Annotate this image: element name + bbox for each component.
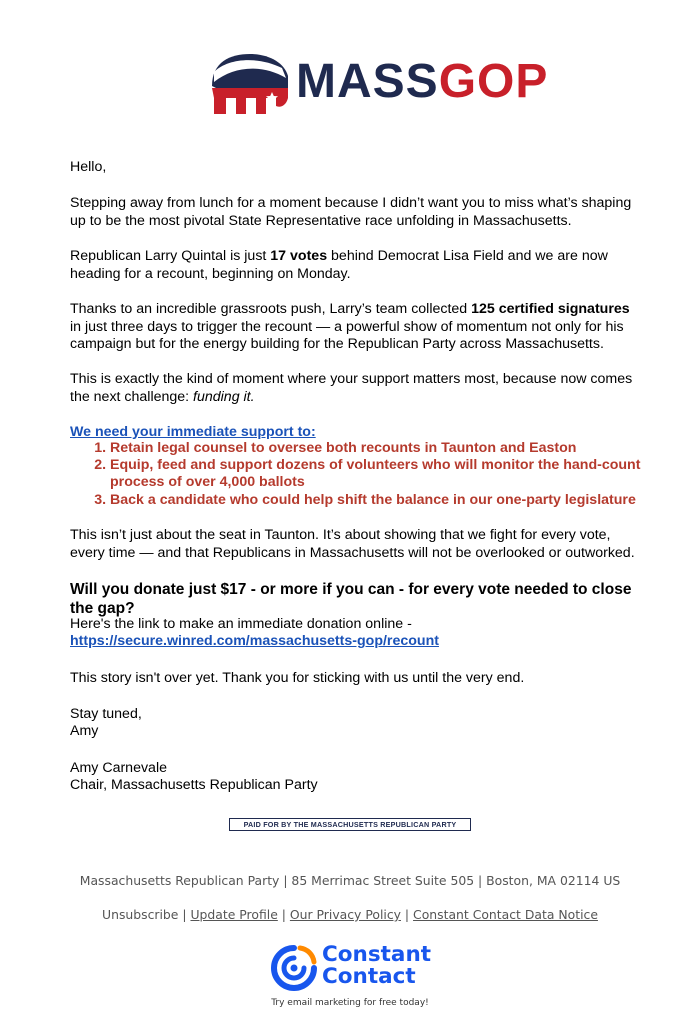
greeting: Hello, [70, 159, 107, 175]
massgop-wordmark: MASSGOP [296, 55, 549, 108]
closing-paragraph: This story isn't over yet. Thank you for sticking with us until the very end. [70, 670, 525, 686]
update-profile-link[interactable]: Update Profile [190, 907, 278, 922]
list-item: 1. Retain legal counsel to oversee both recounts in Taunton and Easton [110, 440, 650, 457]
donation-link-line [70, 633, 640, 651]
signoff-name: Amy [70, 723, 99, 739]
footer-links: Unsubscribe | Update Profile | Our Privacy Policy | Constant Contact Data Notice [102, 907, 598, 922]
challenge-paragraph: This is exactly the kind of moment where your support matters most, because now comes the next challenge: funding it. [70, 371, 633, 405]
list-item: 3. Back a candidate who could help shift the balance in our one-party legislature [110, 492, 650, 509]
intro-paragraph: Stepping away from lunch for a moment because I didn’t want you to miss what’s shaping up to be the most pivotal State Representative race unfolding in Massachusetts. [70, 195, 632, 229]
constant-contact-icon [270, 944, 318, 992]
vote-gap-paragraph: Republican Larry Quintal is just 17 votes behind Democrat Lisa Field and we are now heading for a recount, beginning on Monday. [70, 248, 608, 282]
data-notice-link[interactable]: Constant Contact Data Notice [413, 907, 598, 922]
donate-link[interactable]: https://secure.winred.com/massachusetts-gop/recount [70, 633, 439, 649]
constant-contact-tagline[interactable]: Try email marketing for free today! [271, 998, 429, 1008]
constant-contact-wordmark: Constant Contact [322, 942, 432, 989]
unsubscribe-link[interactable]: Unsubscribe [102, 907, 179, 922]
constant-contact-logo[interactable] [270, 944, 440, 994]
signatures-paragraph: Thanks to an incredible grassroots push, Larry’s team collected 125 certified signatures in just three days to trigger the recount — a powerful show of momentum not only for his campaign but for the energy building for the Republican Party across Massachusetts. [70, 301, 630, 352]
paid-for-disclaimer: PAID FOR BY THE MASSACHUSETTS REPUBLICAN PARTY [229, 818, 471, 831]
signoff: Stay tuned, [70, 706, 142, 722]
elephant-logo-icon [208, 48, 292, 118]
support-list [94, 440, 650, 509]
signer-title: Chair, Massachusetts Republican Party [70, 777, 318, 793]
list-item: 2. Equip, feed and support dozens of volunteers who will monitor the hand-count process of over 4,000 ballots [110, 457, 650, 491]
seat-paragraph: This isn’t just about the seat in Taunton. It’s about showing that we fight for every vote, every time — and that Republicans in Massachusetts will not be overlooked or outworked. [70, 527, 635, 561]
donation-question: Will you donate just $17 - or more if you can - for every vote needed to close the gap? [70, 581, 632, 617]
footer-address: Massachusetts Republican Party | 85 Merrimac Street Suite 505 | Boston, MA 02114 US [79, 873, 621, 888]
link-intro: Here's the link to make an immediate donation online - [70, 616, 412, 632]
support-header: We need your immediate support to: [70, 424, 316, 440]
privacy-policy-link[interactable]: Our Privacy Policy [289, 907, 401, 922]
massgop-logo [208, 48, 549, 118]
signer-name: Amy Carnevale [70, 760, 167, 776]
